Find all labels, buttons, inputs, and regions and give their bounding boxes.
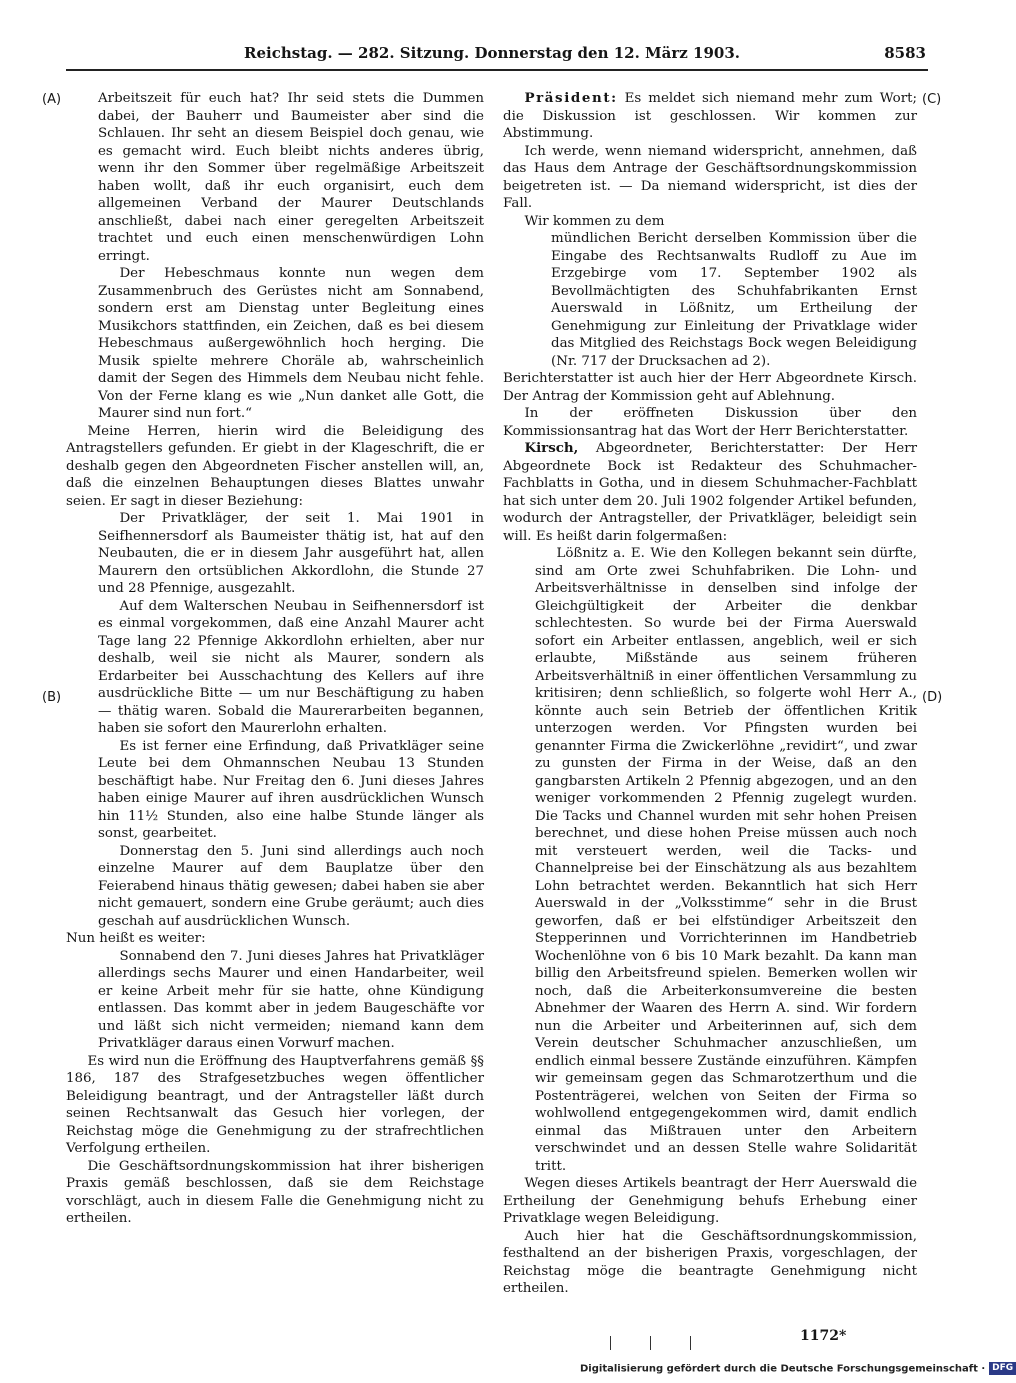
margin-marker-a: (A) [42,92,62,107]
crop-mark [650,1336,651,1350]
paragraph: Arbeitszeit für euch hat? Ihr seid stets die Dummen dabei, der Bauherr und Baumeister aber sind die Schlauen. Ihr seht an diesem Beispiel doch genau, wie es gemacht wird. Euch bleibt nichts anderes übrig, wenn ihr den Sommer über regelmäßige Arbeitszeit haben wollt, daß ihr euch organisirt, euch dem allgemeinen Verband der Maurer Deutschlands anschließt, dabei nach einer geregelten Arbeitszeit trachtet und euch einen menschenwürdigen Lohn erringt. [98,91,484,264]
quoted-article: Lößnitz a. E. Wie den Kollegen bekannt sein dürfte, sind am Orte zwei Schuhfabriken. Die Lohn- und Arbeitsverhältnisse in denselben sind infolge der Gleichgültigkeit der Arbeiter die denkbar schlechtesten. So wurde bei der Firma Auerswald sofort ein Arbeiter entlassen, angeblich, weil er sich erlaubte, Mißstände aus seinem früheren Arbeitsverhältniß in einer öffentlichen Versammlung zu kritisiren; denn schließlich, so folgerte wohl Herr A., könnte auch sein Betrieb der öffentlichen Kritik unterzogen werden. Vor Pfingsten wurden bei genannter Firma die Zwickerlöhne „revidirt“, und zwar zu gunsten der Firma in der Weise, daß an den gangbarsten Artikeln 2 Pfennig abgezogen, und an den weniger vorkommenden 2 Pfennig zugelegt wurden. Die Tacks und Channel wurden mit sehr hohen Preisen berechnet, und diese hohen Preise müssen auch noch mit versteuert werden, weil die Tacks- und Channelpreise bei der Einschätzung als aus bezahltem Lohn betrachtet werden. Bekanntlich hat sich Herr Auerswald in der „Volksstimme“ sehr in die Brust geworfen, daß er bei elfstündiger Arbeitszeit den Stepperinnen und Vorrichterinnen im Handbetrieb Wochenlöhne von 6 bis 10 Mark bezahlt. Da kann man billig den Arbeitsfreund spielen. Bemerken wollen wir noch, daß die Arbeiterkonsumvereine die besten Abnehmer der Waaren des Herrn A. sind. Wir fordern nun die Arbeiter und Arbeiterinnen auf, sich dem Verein deutscher Schuhmacher anzuschließen, um endlich einmal bessere Zustände einzuführen. Kämpfen wir gemeinsam gegen das Schmarotzerthum und die Postenträgerei, welchen von Seiten der Firma so wohlwollend entgegengekommen wird, damit endlich einmal das Mißtrauen unter den Arbeitern verschwindet und an dessen Stelle wahre Solidarität tritt. [535,546,917,1174]
crop-mark [610,1336,611,1350]
paragraph: Die Geschäftsordnungskommission hat ihrer bisherigen Praxis gemäß beschlossen, daß sie dem Reichstage vorschlägt, auch in diesem Falle die Genehmigung nicht zu ertheilen. [66,1158,484,1226]
speech-text: Abgeordneter, Berichterstatter: Der Herr Abgeordnete Bock ist Redakteur des Schuhmacher-Fachblatts in Gotha, und in diesem Schuhmacher-Fachblatt hat sich unter dem 20. Juli 1902 folgender Artikel befunden, wodurch der Antragsteller, der Privatkläger, beleidigt sein will. Es heißt darin folgermaßen: [503,441,917,544]
paragraph: Wegen dieses Artikels beantragt der Herr Auerswald die Ertheilung der Genehmigung behufs Erhebung einer Privatklage wegen Beleidigung. [503,1176,917,1226]
margin-marker-b: (B) [42,690,62,705]
page-number: 8583 [884,44,926,62]
paragraph: Ich werde, wenn niemand widerspricht, annehmen, daß das Haus dem Antrage der Geschäftsordnungskommission beigetreten ist. — Da niemand widerspricht, ist dies der Fall. [503,143,917,211]
paragraph: Auf dem Walterschen Neubau in Seifhennersdorf ist es einmal vorgekommen, daß eine Anzahl Maurer acht Tage lang 22 Pfennige Akkordlohn erhielten, aber nur deshalb, weil sie nicht als Maurer, sondern als Erdarbeiter bei Ausschachtung des Kellers auf ihre ausdrückliche Bitte — um nur Beschäftigung zu haben — thätig waren. Sobald die Maurerarbeiten begannen, haben sie sofort den Maurerlohn erhalten. [98,598,484,736]
crop-mark [690,1336,691,1350]
paragraph: Es ist ferner eine Erfindung, daß Privatkläger seine Leute bei dem Ohmannschen Neubau 13 Stunden beschäftigt habe. Nur Freitag den 6. Juni dieses Jahres haben einige Maurer auf ihren ausdrücklichen Wunsch hin 11½ Stunden, also eine halbe Stunde länger als sonst, gearbeitet. [98,738,484,841]
right-column [503,90,917,1298]
left-column [66,90,484,1228]
paragraph: Donnerstag den 5. Juni sind allerdings auch noch einzelne Maurer auf dem Bauplatze über den Feierabend hinaus thätig gewesen; dabei haben sie aber nicht gemauert, sondern eine Grube geräumt; auch dies geschah auf ausdrücklichen Wunsch. [98,843,484,929]
paragraph: Meine Herren, hierin wird die Beleidigung des Antragstellers gefunden. Er giebt in der Klageschrift, die er deshalb gegen den Abgeordneten Fischer anstellen will, an, daß die einzelnen Behauptungen dieses Blattes unwahr seien. Er sagt in dieser Beziehung: [66,423,484,509]
page-header [66,44,926,68]
paragraph [503,90,917,143]
running-title: Reichstag. — 282. Sitzung. Donnerstag den 12. März 1903. [244,44,740,62]
sheet-signature: 1172* [800,1328,847,1344]
speaker-name: Kirsch, [524,440,579,456]
speaker-name: Präsident: [524,90,618,106]
paragraph [503,440,917,545]
header-rule [66,69,928,71]
paragraph: Nun heißt es weiter: [66,931,206,946]
paragraph: Auch hier hat die Geschäftsordnungskommission, festhaltend an der bisherigen Praxis, vorgeschlagen, der Reichstag möge die beantragte Genehmigung nicht ertheilen. [503,1228,917,1296]
dfg-logo: DFG [989,1362,1016,1375]
margin-marker-c: (C) [922,92,942,107]
paragraph: Es wird nun die Eröffnung des Hauptverfahrens gemäß §§ 186, 187 des Strafgesetzbuches wegen öffentlicher Beleidigung beantragt, und der Antragsteller läßt durch seinen Rechtsanwalt das Gesuch hier vorlegen, der Reichstag möge die Genehmigung zu der strafrechtlichen Verfolgung ertheilen. [66,1053,484,1156]
paragraph: Der Privatkläger, der seit 1. Mai 1901 in Seifhennersdorf als Baumeister thätig ist, hat auf den Neubauten, die er in diesem Jahr ausgeführt hat, allen Maurern den ortsüblichen Akkordlohn, die Stunde 27 und 28 Pfennige, ausgezahlt. [98,511,484,596]
digitization-footer [580,1362,1016,1375]
paragraph: Sonnabend den 7. Juni dieses Jahres hat Privatkläger allerdings sechs Maurer und einen Handarbeiter, weil er keine Arbeit mehr für sie hatte, ohne Kündigung entlassen. Das kommt aber in jedem Baugeschäfte vor und läßt sich nicht vermeiden; niemand kann dem Privatkläger daraus einen Vorwurf machen. [98,948,484,1051]
footer-text: Digitalisierung gefördert durch die Deutsche Forschungsgemeinschaft · [580,1363,986,1375]
paragraph: Wir kommen zu dem [524,213,665,229]
margin-marker-d: (D) [922,690,943,705]
speech-text: Es meldet sich niemand mehr zum Wort; die Diskussion ist geschlossen. Wir kommen zur Abstimmung. [503,91,917,141]
paragraph: Der Hebeschmaus konnte nun wegen dem Zusammenbruch des Gerüstes nicht am Sonnabend, sondern erst am Dienstag unter Begleitung eines Musikchors stattfinden, ein Zeichen, daß es bei diesem Hebeschmaus außergewöhnlich hoch herging. Die Musik spielte mehrere Choräle ab, wahrscheinlich damit der Segen des Himmels dem Neubau nicht fehle. Von der Ferne klang es wie „Nun danket alle Gott, die Maurer sind nun fort.“ [98,266,484,421]
paragraph: In der eröffneten Diskussion über den Kommissionsantrag hat das Wort der Herr Berichterstatter. [503,406,917,439]
paragraph: Berichterstatter ist auch hier der Herr Abgeordnete Kirsch. Der Antrag der Kommission geht auf Ablehnung. [503,371,917,404]
agenda-item: mündlichen Bericht derselben Kommission über die Eingabe des Rechtsanwalts Rudloff zu Aue im Erzgebirge vom 17. September 1902 als Bevollmächtigten des Schuhfabrikanten Ernst Auerswald in Lößnitz, um Ertheilung der Genehmigung zur Einleitung der Privatklage wider das Mitglied des Reichstags Bock wegen Beleidigung (Nr. 717 der Drucksachen ad 2). [551,231,917,369]
